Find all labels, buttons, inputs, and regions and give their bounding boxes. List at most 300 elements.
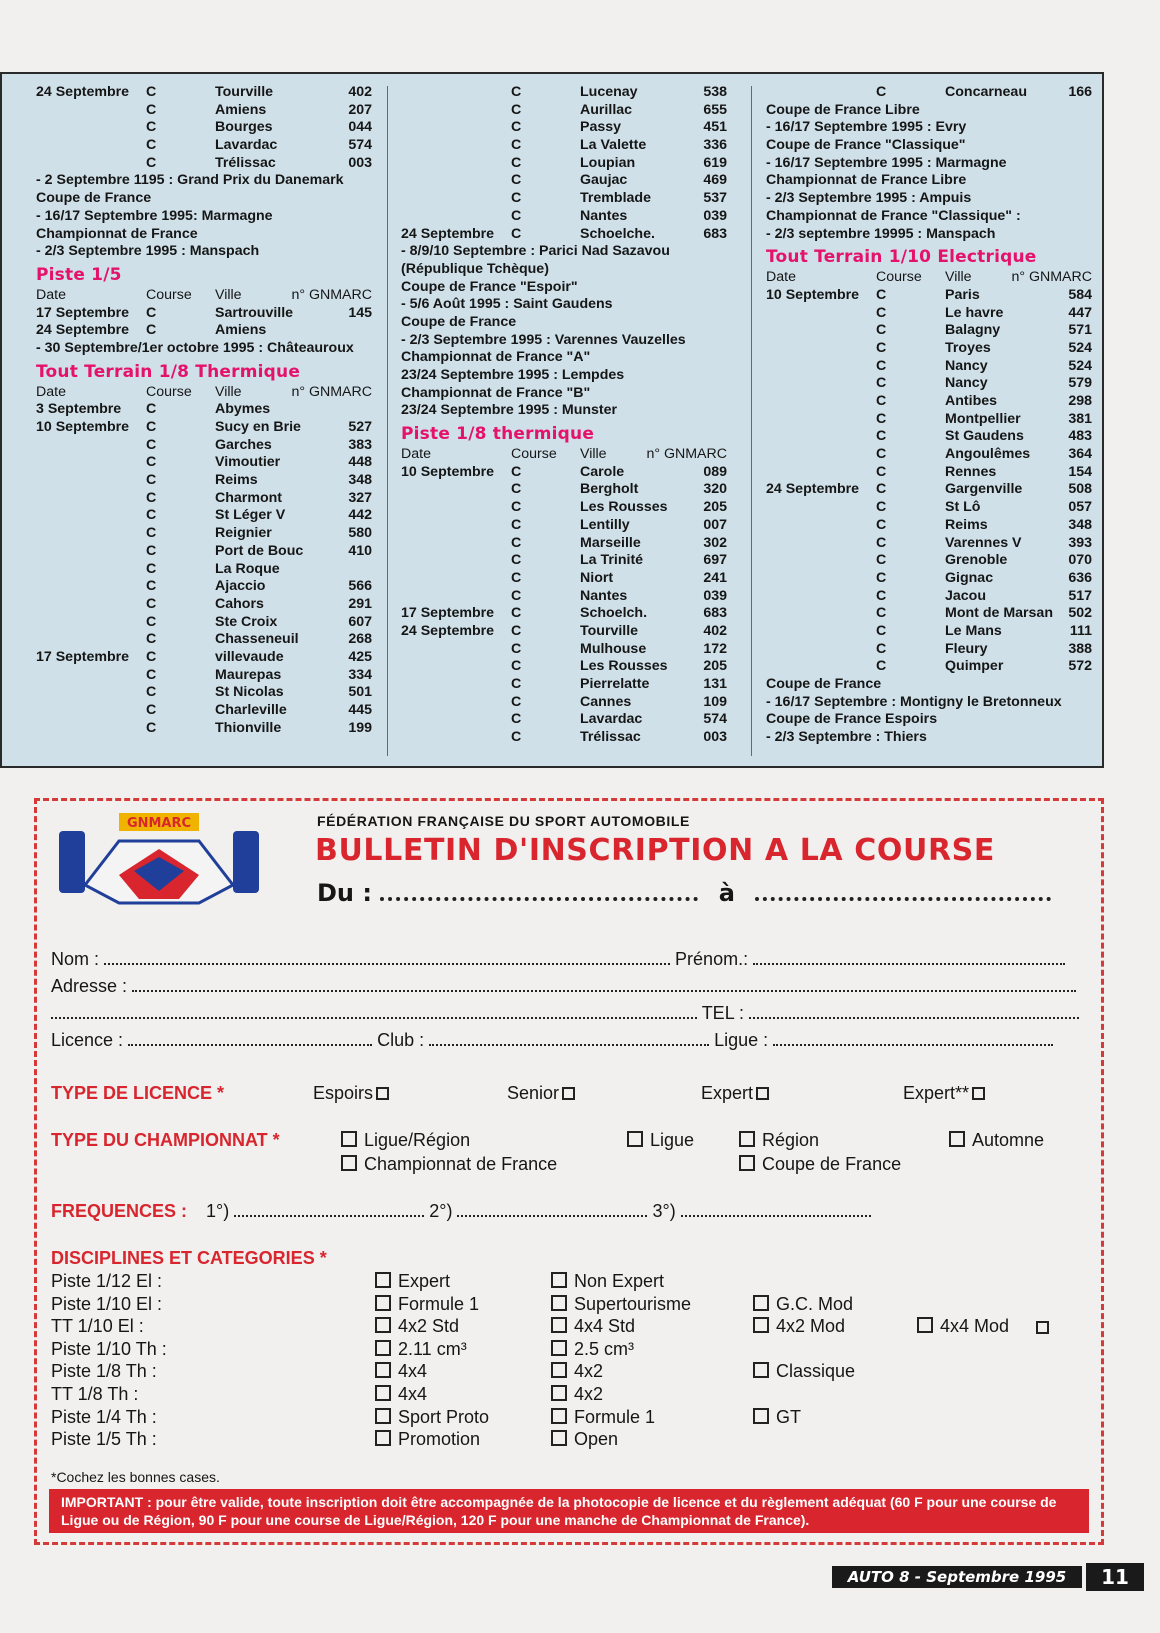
race-row [401,208,727,226]
race-city: Ste Croix [215,613,278,630]
ligue-label: Ligue : [714,1030,769,1050]
race-course: C [876,499,887,516]
gnmarc-number: 607 [348,613,372,630]
gnmarc-number: 501 [348,684,372,701]
race-course: C [511,729,522,746]
race-city: Antibes [945,393,998,409]
race-course: C [146,595,157,612]
gnmarc-number: 445 [348,702,372,718]
gnmarc-number: 057 [1068,499,1092,516]
race-row [36,561,372,579]
gnmarc-number: 320 [703,481,727,498]
race-row [36,702,372,720]
race-date: 17 Septembre [36,648,130,665]
event-line: Coupe de France "Classique" [766,137,966,154]
race-course: C [146,719,157,736]
date-to-field[interactable] [755,887,1051,901]
race-city: Varennes V [945,534,1022,551]
race-course: C [511,154,522,171]
discipline-label: Piste 1/10 Th : [51,1338,167,1359]
race-date: 10 Septembre [766,286,860,303]
race-course: C [146,137,157,154]
cochez-note: *Cochez les bonnes cases. [51,1469,220,1485]
race-course: C [876,640,887,657]
gnmarc-number: 172 [703,640,727,657]
race-city: Charmont [215,489,282,506]
race-city: Aurillac [580,101,633,118]
race-row [766,340,1092,358]
race-course: C [146,119,157,136]
race-city: Reims [945,516,988,533]
checkbox[interactable] [562,1087,575,1100]
category-checkbox-option[interactable]: 2.5 cm³ [551,1339,634,1360]
category-checkbox-option[interactable]: G.C. Mod [753,1294,853,1315]
race-course: C [511,101,522,118]
licence-espoirs-option[interactable] [313,1083,392,1104]
gnmarc-number: 502 [1068,605,1092,622]
race-city: Lavardac [580,711,643,728]
race-course: C [146,525,157,542]
race-course: C [146,560,157,577]
gnmarc-number: 336 [703,137,727,154]
race-course: C [876,446,887,463]
event-line: - 2/3 Septembre 1995 : Ampuis [766,190,972,207]
race-course: C [146,542,157,559]
discipline-label: Piste 1/10 El : [51,1293,163,1314]
race-city: Gaujac [580,172,628,189]
race-row [36,401,372,419]
category-checkbox-option[interactable]: 4x4 Mod [917,1316,1009,1337]
race-city: Lavardac [215,137,278,154]
race-course: C [511,605,522,622]
race-city: Marseille [580,534,641,551]
race-city: Passy [580,119,622,136]
race-date: 24 Septembre [36,84,130,100]
race-city: Sucy en Brie [215,419,301,435]
gnmarc-number: 044 [348,119,372,136]
race-course: Course [511,446,557,463]
race-course: C [146,419,157,435]
category-checkbox-option[interactable]: Open [551,1429,618,1450]
licence-line [51,1030,1053,1051]
freq-2-field[interactable] [457,1203,647,1217]
freq-1-field[interactable] [234,1203,424,1217]
race-row [766,623,1092,641]
race-course: C [511,658,522,675]
race-city: Les Rousses [580,658,668,675]
type-licence-label: TYPE DE LICENCE * [51,1083,225,1103]
event-line: Coupe de France "Espoir" [401,278,578,295]
logo-text: GNMARC [126,816,192,831]
gnmarc-number: 469 [703,172,727,189]
category-checkbox-option[interactable]: 4x4 Std [551,1316,635,1337]
gnmarc-number: 517 [1068,587,1092,604]
race-row [36,454,372,472]
race-row [36,472,372,490]
race-row [36,305,372,323]
column-divider [751,86,752,756]
gnmarc-number: 451 [703,119,727,136]
licence-expert2-option[interactable] [903,1083,988,1104]
gnmarc-number: 574 [703,711,727,728]
gnmarc-number: 483 [1068,428,1092,445]
section-heading: Piste 1/8 thermique [401,424,595,445]
gnmarc-number: 538 [703,84,727,100]
champ-ligue-option[interactable]: Ligue [627,1130,694,1151]
date-from-field[interactable] [380,887,698,901]
race-row [401,137,727,155]
licence-expert-option[interactable] [701,1083,772,1104]
race-row [36,720,372,738]
race-city: Tremblade [580,190,651,207]
race-row [36,84,372,102]
race-city: Mont de Marsan [945,605,1053,622]
club-field[interactable] [429,1032,709,1046]
race-row [36,614,372,632]
race-course: C [511,207,522,224]
race-row [766,446,1092,464]
race-course: C [876,322,887,339]
event-line: Championnat de France [36,225,198,242]
gnmarc-number: 207 [348,101,372,118]
race-row [766,393,1092,411]
magazine-issue: AUTO 8 - Septembre 1995 [832,1566,1082,1588]
gnmarc-number: 579 [1068,375,1092,392]
race-course: C [876,605,887,622]
race-city: Sartrouville [215,304,294,321]
checkbox[interactable] [756,1087,769,1100]
event-line: Coupe de France [36,190,152,207]
race-city: Troyes [945,339,991,356]
race-city: Chasseneuil [215,631,299,648]
race-row [766,322,1092,340]
type-championnat-label: TYPE DU CHAMPIONNAT * [51,1130,280,1150]
race-course: C [146,613,157,630]
gnmarc-number: 364 [1068,446,1092,463]
column-divider [387,86,388,756]
champ-championnat-france-option[interactable]: Championnat de France [341,1154,557,1175]
race-course: C [146,648,157,665]
race-date: Date [766,269,796,286]
race-city: Ville [215,383,242,400]
race-course: C [876,481,887,498]
form-title: BULLETIN D'INSCRIPTION A LA COURSE [315,833,995,868]
category-checkbox-option[interactable]: 4x2 Std [375,1316,459,1337]
race-course: C [876,534,887,551]
category-checkbox-option[interactable]: 4x2 [551,1384,603,1405]
race-date: Date [401,446,431,463]
race-city: Le havre [945,304,1004,321]
freq-2-label: 2°) [429,1201,453,1221]
race-date: 3 Septembre [36,401,122,418]
race-city: Ville [580,446,607,463]
race-row [766,84,1092,102]
race-course: C [146,436,157,453]
race-row [401,102,727,120]
gnmarc-number: 697 [703,552,727,569]
gnmarc-number: 302 [703,534,727,551]
race-row [766,641,1092,659]
race-date: 10 Septembre [401,463,495,480]
discipline-label: Piste 1/12 El : [51,1271,163,1291]
race-city: Paris [945,286,980,303]
race-row [766,358,1092,376]
category-checkbox-option[interactable]: Supertourisme [551,1294,691,1315]
race-course: C [146,631,157,648]
race-row [401,623,727,641]
race-course: C [511,711,522,728]
category-checkbox-option[interactable]: 4x2 [551,1361,603,1382]
registration-form [34,798,1104,1545]
checkbox[interactable] [376,1087,389,1100]
race-row [766,570,1092,588]
gnmarc-number: 580 [348,525,372,542]
gnmarc-number: 537 [703,190,727,207]
race-row [36,419,372,437]
race-course: C [146,454,157,471]
category-checkbox-option[interactable]: Expert [375,1271,450,1292]
race-course: C [511,481,522,498]
gnmarc-number: 154 [1068,463,1092,480]
race-city: Mulhouse [580,640,647,657]
a-label: à [718,879,735,907]
race-course: C [876,587,887,604]
gnmarc-number: 145 [348,304,372,321]
race-row [36,322,372,340]
race-course: C [511,676,522,693]
race-city: Thionville [215,719,282,736]
race-row [36,543,372,561]
gnmarc-number: 039 [703,207,727,224]
race-city: La Roque [215,560,280,577]
race-course: C [511,640,522,657]
race-city: Bourges [215,119,273,136]
race-row [766,552,1092,570]
race-row [766,375,1092,393]
adresse-tel-line [51,1003,1079,1024]
race-course: Course [146,383,192,400]
gnmarc-number: 447 [1068,304,1092,321]
race-course: C [876,84,887,100]
gnmarc-number: 425 [348,648,372,665]
race-row [766,411,1092,429]
race-city: St Lô [945,499,981,516]
gnmarc-number: 007 [703,516,727,533]
race-row [401,226,727,244]
race-city: Trélissac [215,154,276,171]
race-row [36,667,372,685]
category-checkbox-option[interactable]: 4x4 [375,1384,427,1405]
race-course: C [146,84,157,100]
champ-ligue-region-option[interactable]: Ligue/Région [341,1130,470,1151]
race-course: C [876,304,887,321]
category-checkbox-option[interactable]: Sport Proto [375,1407,489,1428]
discipline-label: TT 1/10 El : [51,1316,144,1337]
table-header-row [36,384,372,402]
race-row [401,464,727,482]
date-range-line [317,879,1051,907]
race-city: Nancy [945,357,988,374]
race-city: Carole [580,463,625,480]
table-header-row [36,287,372,305]
section-heading: Tout Terrain 1/8 Thermique [36,361,301,382]
race-course: C [876,516,887,533]
category-checkbox-option[interactable]: 2.11 cm³ [375,1339,467,1360]
frequences-label: FREQUENCES : [51,1201,188,1221]
race-city: Tourville [215,84,274,100]
licence-field[interactable] [128,1032,372,1046]
checkbox[interactable] [1036,1321,1049,1334]
race-city: Ville [215,286,242,303]
event-line: - 16/17 Septembre : Montigny le Bretonneux [766,693,1062,710]
race-course: C [146,666,157,683]
race-city: St Gaudens [945,428,1024,445]
category-checkbox-option[interactable]: Classique [753,1361,855,1382]
race-city: villevaude [215,648,284,665]
race-course: C [876,463,887,480]
race-date: 10 Septembre [36,419,130,435]
footer [832,1566,1084,1588]
freq-3-field[interactable] [681,1203,871,1217]
race-row [401,84,727,102]
adresse-field[interactable] [132,978,1076,992]
race-row [36,525,372,543]
race-row [36,155,372,173]
ligue-field[interactable] [773,1032,1053,1046]
category-checkbox-option[interactable]: 4x4 [375,1361,427,1382]
nom-field[interactable] [104,951,670,965]
event-line: Coupe de France Libre [766,101,920,118]
category-checkbox-option[interactable]: Promotion [375,1429,480,1450]
race-city: Schoelch. [580,605,648,622]
tel-label: TEL : [701,1003,745,1023]
frequences-line [51,1201,871,1222]
gnmarc-number: 442 [348,507,372,524]
race-city: Quimper [945,658,1004,675]
race-city: Port de Bouc [215,542,304,559]
race-city: Jacou [945,587,987,604]
race-city: Trélissac [580,729,641,746]
licence-label: Licence : [51,1030,124,1050]
gnmarc-number: 508 [1068,481,1092,498]
category-checkbox-option[interactable]: Formule 1 [375,1294,479,1315]
event-line: Championnat de France "Classique" : [766,207,1021,224]
race-date: Date [36,383,66,400]
gnmarc-number: 003 [348,154,372,171]
race-city: Loupian [580,154,636,171]
race-row [36,631,372,649]
event-line: Championnat de France Libre [766,172,967,189]
section-heading: Tout Terrain 1/10 Electrique [766,247,1037,268]
race-row [766,517,1092,535]
race-row [36,578,372,596]
race-row [401,588,727,606]
race-course: C [511,587,522,604]
prenom-label: Prénom.: [675,949,749,969]
freq-1-label: 1°) [206,1201,230,1221]
race-city: Rennes [945,463,997,480]
race-row [401,535,727,553]
option-label: Senior [507,1083,560,1103]
gnmarc-number: 402 [348,84,372,100]
du-label: Du : [317,879,372,907]
checkbox[interactable] [972,1087,985,1100]
important-notice: IMPORTANT : pour être valide, toute inscription doit être accompagnée de la photocopie de licence et du règlement adéquat (60 F pour une course de Ligue ou de Région, 90 F pour une course de Ligue/Région, 120 F pour une manche de Championnat de France). [49,1489,1089,1533]
race-city: Balagny [945,322,1001,339]
gnmarc-number: 655 [703,101,727,118]
gnmarc-number: 070 [1068,552,1092,569]
race-city: Les Rousses [580,499,668,516]
race-row [401,172,727,190]
federation-name: FÉDÉRATION FRANÇAISE DU SPORT AUTOMOBILE [317,813,690,829]
race-date: 24 Septembre [401,622,495,639]
race-row [36,684,372,702]
gnmarc-number: 089 [703,463,727,480]
race-city: Charleville [215,702,287,718]
gnmarc-number: 393 [1068,534,1092,551]
race-city: Amiens [215,101,267,118]
category-checkbox-option[interactable]: Formule 1 [551,1407,655,1428]
race-city: Concarneau [945,84,1027,100]
race-city: Le Mans [945,622,1002,639]
race-row [401,570,727,588]
champ-automne-option[interactable]: Automne [949,1130,1044,1151]
adresse-field-2[interactable] [51,1005,697,1019]
gnmarc-number: n° GNMARC [291,286,372,303]
champ-coupe-france-option[interactable]: Coupe de France [739,1154,901,1175]
category-checkbox-option[interactable]: GT [753,1407,801,1428]
race-row [766,428,1092,446]
gnmarc-number: 109 [703,693,727,710]
option-label: Expert** [903,1083,970,1103]
race-row [766,305,1092,323]
gnmarc-number: n° GNMARC [291,383,372,400]
race-row [401,694,727,712]
race-city: Ville [945,269,972,286]
gnmarc-number: 527 [348,419,372,435]
race-row [401,517,727,535]
discipline-label: Piste 1/5 Th : [51,1429,157,1450]
race-course: C [511,137,522,154]
discipline-label: Piste 1/4 Th : [51,1406,157,1427]
gnmarc-number: 683 [703,605,727,622]
race-row [766,605,1092,623]
race-city: Pierrelatte [580,676,650,693]
gnmarc-number: 291 [348,595,372,612]
category-checkbox-option[interactable]: 4x2 Mod [753,1316,845,1337]
race-city: Gignac [945,569,994,586]
tel-field[interactable] [749,1005,1079,1019]
race-city: St Nicolas [215,684,284,701]
race-city: Lucenay [580,84,638,100]
race-city: Gargenville [945,481,1023,498]
event-line: - 16/17 Septembre 1995 : Evry [766,119,967,136]
race-date: 24 Septembre [766,481,860,498]
category-checkbox-option[interactable]: Non Expert [551,1271,664,1292]
race-city: Vimoutier [215,454,281,471]
race-city: Maurepas [215,666,282,683]
prenom-field[interactable] [753,951,1065,965]
champ-region-option[interactable]: Région [739,1130,819,1151]
licence-senior-option[interactable] [507,1083,578,1104]
race-city: Amiens [215,322,267,339]
race-row [36,437,372,455]
race-row [401,711,727,729]
race-row [766,588,1092,606]
race-city: La Trinité [580,552,644,569]
gnmarc-number: 205 [703,658,727,675]
race-city: Cahors [215,595,264,612]
